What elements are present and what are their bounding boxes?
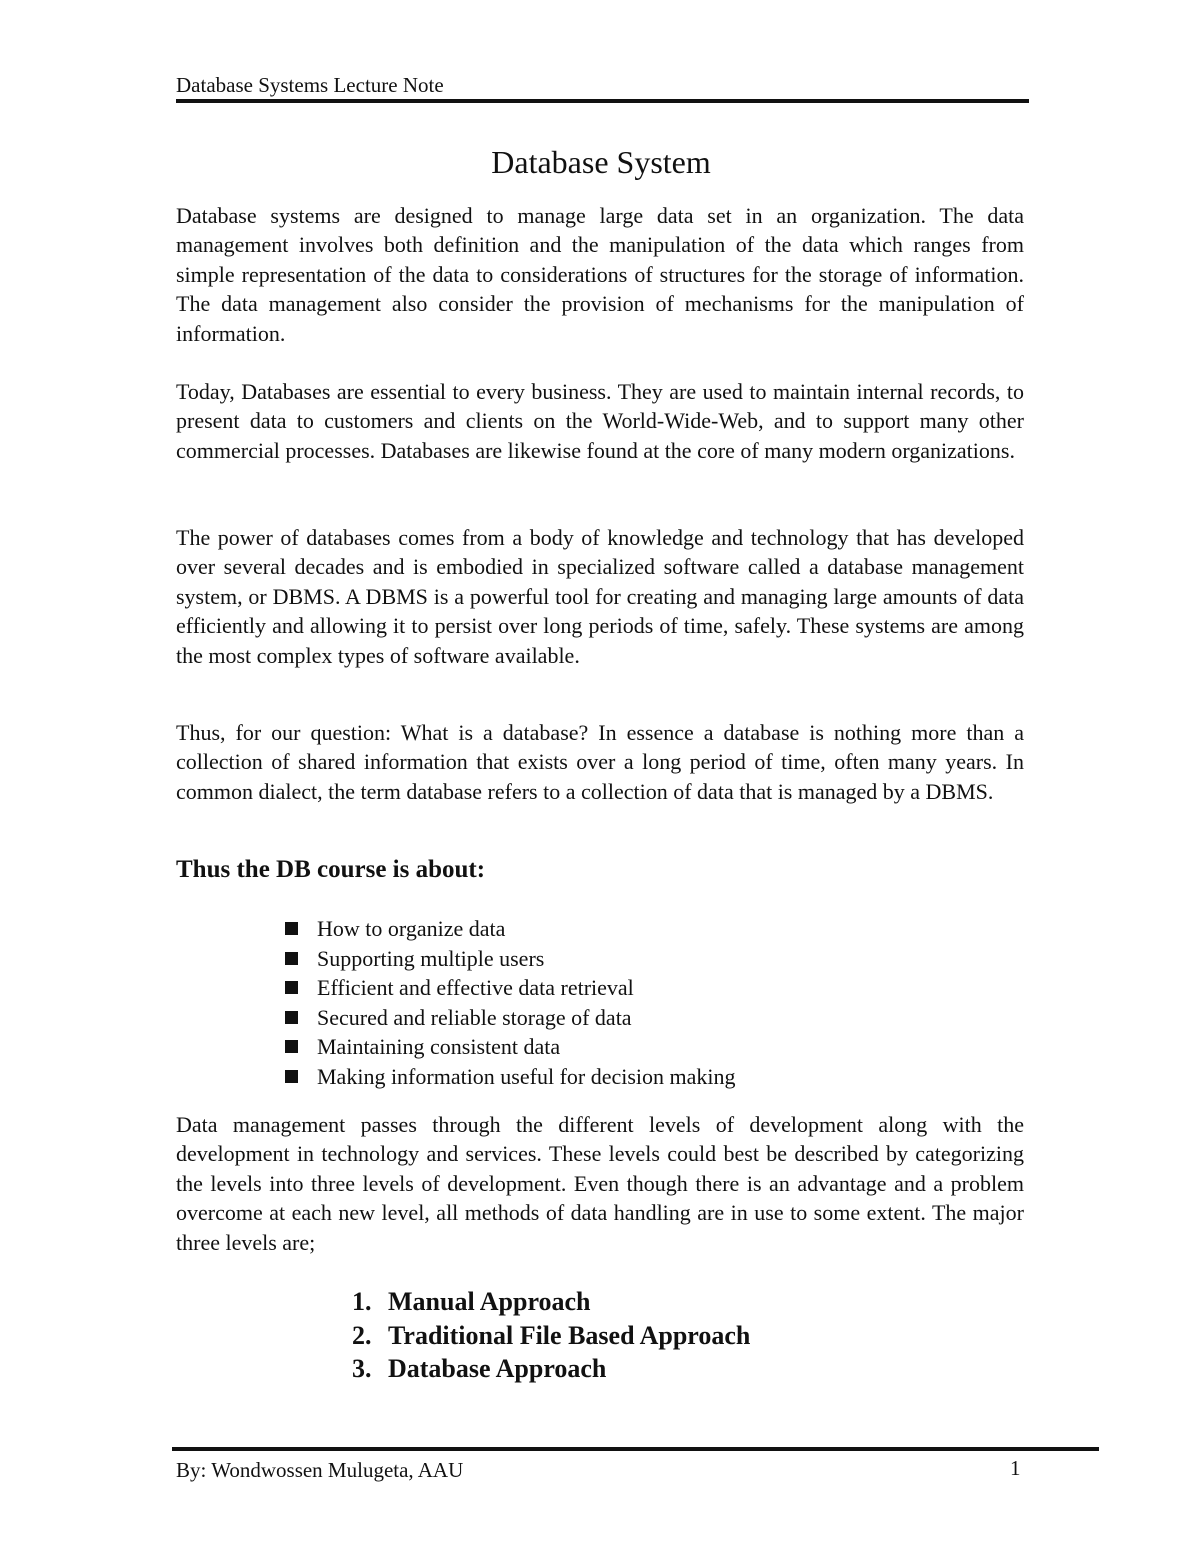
list-item (284, 1003, 736, 1033)
approach-label: Manual Approach (388, 1287, 591, 1316)
square-bullet-icon (285, 1040, 298, 1053)
list-item (284, 973, 736, 1003)
approach-number: 1. (352, 1287, 372, 1316)
square-bullet-icon (285, 952, 298, 965)
paragraph-intro: Database systems are designed to manage large data set in an organization. The data management involves both definition and the manipulation of the data which ranges from simple representation of the data to considerations of structures for the storage of information. The data management also consider the provision of mechanisms for the manipulation of information. (176, 203, 1024, 346)
list-item (284, 1062, 736, 1092)
paragraph-levels: Data management passes through the different levels of development along with the development in technology and services. These levels could best be described by categorizing the levels into three levels of development. Even though there is an advantage and a problem overcome at each new level, all methods of data handling are in use to some extent. The major three levels are; (176, 1112, 1024, 1255)
list-item-text: Efficient and effective data retrieval (317, 975, 634, 1001)
approach-item (352, 1352, 750, 1386)
approach-item (352, 1319, 750, 1353)
page-title: Database System (491, 144, 711, 180)
paragraph-definition: Thus, for our question: What is a database? In essence a database is nothing more than a collection of shared information that exists over a long period of time, often many years. In common dialect, the term database refers to a collection of data that is managed by a DBMS. (176, 720, 1024, 804)
list-item-text: Supporting multiple users (317, 945, 545, 971)
list-item-text: Making information useful for decision making (317, 1063, 736, 1089)
square-bullet-icon (285, 922, 298, 935)
list-item (284, 1032, 736, 1062)
page-header (176, 72, 1029, 98)
page-number: 1 (1010, 1456, 1021, 1480)
approach-list (352, 1285, 750, 1386)
list-item-text: Secured and reliable storage of data (317, 1004, 632, 1030)
paragraph-business: Today, Databases are essential to every business. They are used to maintain internal records, to present data to customers and clients on the World-Wide-Web, and to support many other commercial processes. Databases are likewise found at the core of many modern organizations. (176, 379, 1024, 463)
course-topic-list (284, 914, 736, 1092)
list-item-text: Maintaining consistent data (317, 1034, 561, 1060)
approach-label: Database Approach (388, 1354, 607, 1383)
list-item-text: How to organize data (317, 916, 506, 941)
footer-author: By: Wondwossen Mulugeta, AAU (176, 1458, 464, 1482)
list-item (284, 914, 736, 944)
approach-number: 3. (352, 1354, 372, 1383)
course-heading: Thus the DB course is about: (176, 856, 486, 883)
paragraph-dbms: The power of databases comes from a body of knowledge and technology that has developed over several decades and is embodied in specialized software called a database management system, or DBMS. A DBMS is a powerful tool for creating and managing large amounts of data efficiently and allowing it to persist over long periods of time, safely. These systems are among the most complex types of software available. (176, 525, 1024, 668)
square-bullet-icon (285, 981, 298, 994)
header-rule (176, 99, 1029, 103)
approach-number: 2. (352, 1320, 372, 1350)
approach-label: Traditional File Based Approach (388, 1320, 751, 1350)
list-item (284, 944, 736, 974)
square-bullet-icon (285, 1070, 298, 1083)
footer-rule (172, 1447, 1099, 1451)
square-bullet-icon (285, 1011, 298, 1024)
approach-item (352, 1285, 750, 1319)
header-title: Database Systems Lecture Note (176, 73, 444, 97)
